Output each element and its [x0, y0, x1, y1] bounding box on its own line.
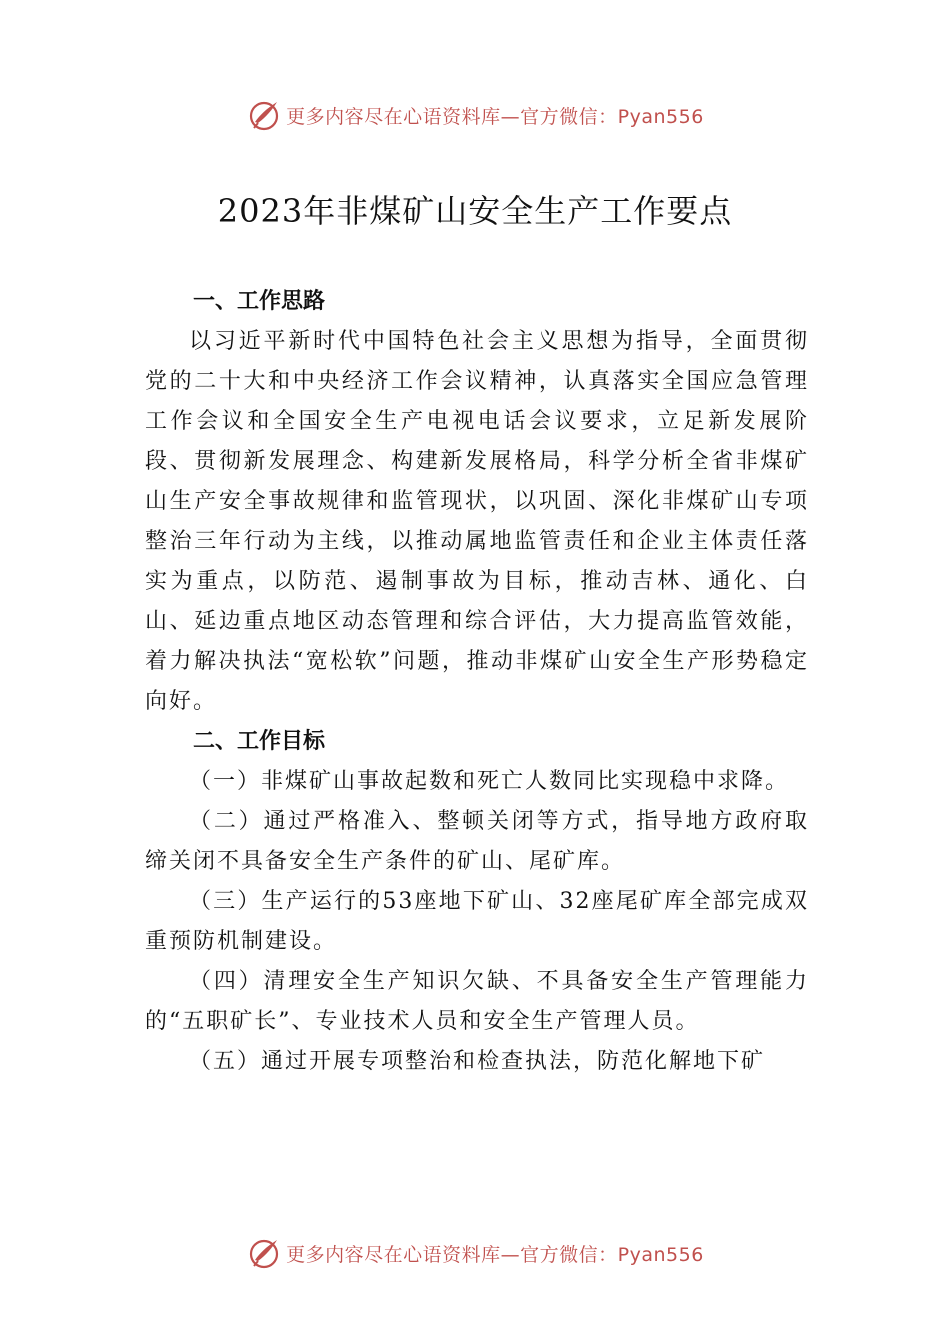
section-heading: 一、工作思路 [193, 289, 326, 314]
watermark-header [0, 95, 950, 135]
quill-stamp-icon [246, 97, 282, 133]
document-body [145, 282, 809, 1082]
watermark-footer [0, 1233, 950, 1273]
watermark-text: 更多内容尽在心语资料库—官方微信：Pyan556 [286, 105, 704, 128]
goal-item: （一）非煤矿山事故起数和死亡人数同比实现稳中求降。 [189, 769, 790, 794]
quill-stamp-icon [246, 1235, 282, 1271]
goal-item: （五）通过开展专项整治和检查执法，防范化解地下矿 [189, 1049, 766, 1074]
document-title: 2023年非煤矿山安全生产工作要点 [217, 192, 733, 230]
goal-item: （四）清理安全生产知识欠缺、不具备安全生产管理能力的“五职矿长”、专业技术人员和安全生产管理人员。 [145, 969, 809, 1034]
section-heading: 二、工作目标 [193, 729, 326, 754]
goal-item: （三）生产运行的53座地下矿山、32座尾矿库全部完成双重预防机制建设。 [145, 889, 809, 954]
section-paragraph: 以习近平新时代中国特色社会主义思想为指导，全面贯彻党的二十大和中央经济工作会议精神，认真落实全国应急管理工作会议和全国安全生产电视电话会议要求，立足新发展阶段、贯彻新发展理念、构建新发展格局，科学分析全省非煤矿山生产安全事故规律和监管现状，以巩固、深化非煤矿山专项整治三年行动为主线，以推动属地监管责任和企业主体责任落实为重点，以防范、遏制事故为目标，推动吉林、通化、白山、延边重点地区动态管理和综合评估，大力提高监管效能，着力解决执法“宽松软”问题，推动非煤矿山安全生产形势稳定向好。 [145, 329, 809, 714]
watermark-text: 更多内容尽在心语资料库—官方微信：Pyan556 [286, 1243, 704, 1266]
goal-item: （二）通过严格准入、整顿关闭等方式，指导地方政府取缔关闭不具备安全生产条件的矿山、尾矿库。 [145, 809, 809, 874]
